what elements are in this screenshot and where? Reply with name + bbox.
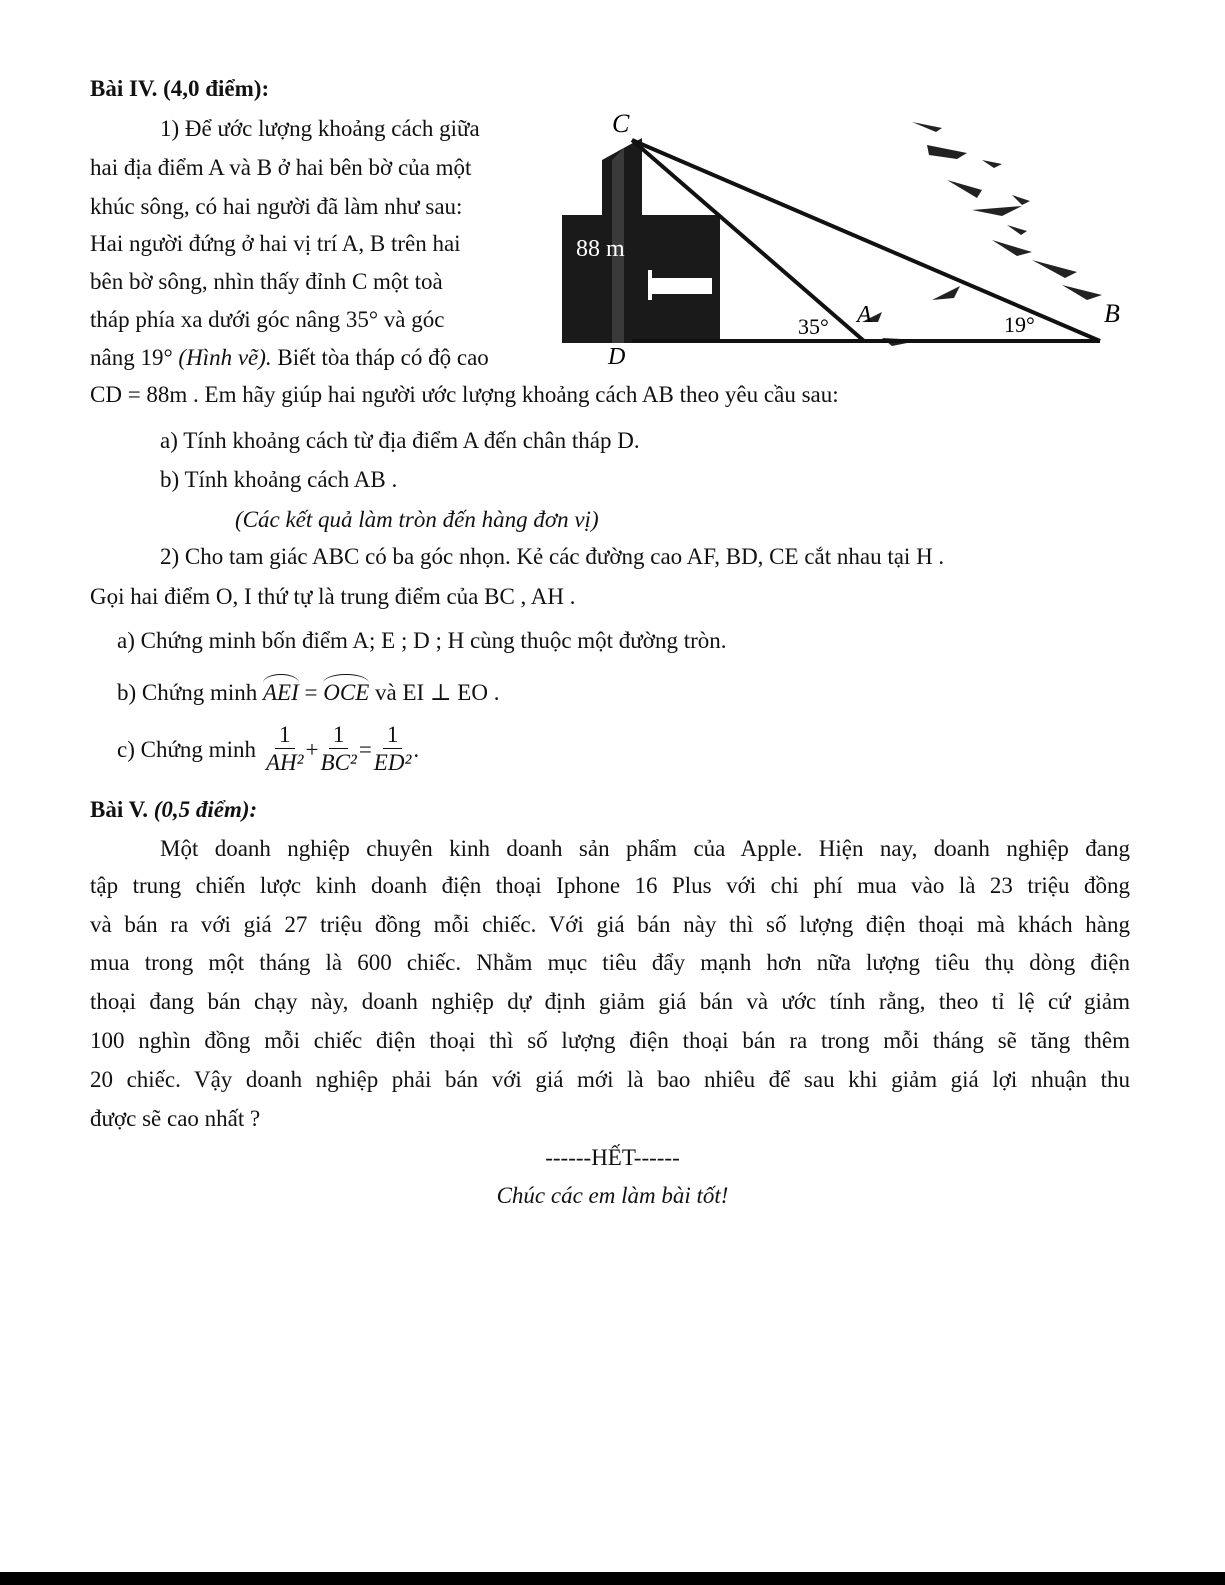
fraction-ah: $\frac{1}{\text{AH²}}$ (265, 722, 304, 775)
label-c: C (612, 109, 630, 138)
intro-line-8: CD = 88m . Em hãy giúp hai người ước lượng khoảng cách AB theo yêu cầu sau: (90, 382, 839, 407)
bai5-line-5: thoại đang bán chạy này, doanh nghiệp dự định giảm giá bán và ước tính rằng, theo tỉ lệ cứ giảm (90, 989, 1130, 1014)
intro-line-7-end: Biết tòa tháp có độ cao (271, 345, 489, 370)
rounding-note: (Các kết quả làm tròn đến hàng đơn vị) (235, 507, 599, 532)
q2-line-1: 2) Cho tam giác ABC có ba góc nhọn. Kẻ các đường cao AF, BD, CE cắt nhau tại H . (160, 544, 945, 569)
fraction-ed: $\frac{1}{\text{ED²}}$ (373, 722, 412, 775)
bai5-line-3: và bán ra với giá 27 triệu đồng mỗi chiếc. Với giá bán này thì số lượng điện thoại mà khách hàng (90, 912, 1130, 937)
bai5-line-7: 20 chiếc. Vậy doanh nghiệp phải bán với giá mới là bao nhiêu để sau khi giảm giá lợi nhuận thu (90, 1067, 1130, 1092)
q2-c-prefix: c) Chứng minh (117, 736, 256, 762)
intro-line-7 (90, 345, 489, 371)
page-bottom-border (0, 1572, 1225, 1585)
closing-wish: Chúc các em làm bài tốt! (496, 1183, 729, 1208)
period: . (413, 736, 420, 762)
angle-aei: AEI (263, 674, 299, 706)
bai5-line-8: được sẽ cao nhất ? (90, 1106, 261, 1131)
angle-oce: OCE (323, 674, 369, 706)
intro-line-4: Hai người đứng ở hai vị trí A, B trên hai (90, 231, 461, 256)
equals-sign: = (358, 736, 372, 762)
label-d: D (608, 344, 626, 370)
fraction-bc: $\frac{1}{\text{BC²}}$ (320, 722, 357, 775)
part-b: b) Tính khoảng cách AB . (160, 467, 398, 492)
plus-sign: + (305, 736, 319, 762)
section-heading-bai4: Bài IV. (4,0 điểm): (90, 76, 270, 101)
angle-a-label: 35° (798, 314, 829, 339)
bai5-line-4: mua trong một tháng là 600 chiếc. Nhằm mục tiêu đẩy mạnh hơn nữa lượng tiêu thụ dòng điện (90, 950, 1130, 975)
tower-figure (552, 100, 1152, 375)
riverbank-sketch (862, 122, 1102, 346)
bai5-line-6: 100 nghìn đồng mỗi chiếc điện thoại thì số lượng điện thoại bán ra trong mỗi tháng sẽ tăng thêm (90, 1028, 1130, 1053)
intro-line-5: bên bờ sông, nhìn thấy đỉnh C một toà (90, 269, 443, 294)
intro-line-1: 1) Để ước lượng khoảng cách giữa (160, 116, 480, 141)
bai5-line-2: tập trung chiến lược kinh doanh điện thoại Iphone 16 Plus với chi phí mua vào là 23 triệu đồng (90, 873, 1130, 898)
q2-line-2: Gọi hai điểm O, I thứ tự là trung điểm của BC , AH . (90, 584, 576, 609)
end-mark: ------HẾT------ (545, 1145, 680, 1170)
bai5-label: Bài V. (90, 797, 148, 822)
q2-part-c (117, 722, 419, 777)
q2-b-suffix: và EI ⊥ EO . (375, 680, 500, 705)
part-a: a) Tính khoảng cách từ địa điểm A đến chân tháp D. (160, 428, 640, 453)
angle-b-label: 19° (1004, 312, 1035, 337)
intro-line-3: khúc sông, có hai người đã làm như sau: (90, 194, 463, 219)
section-heading-bai5 (90, 797, 257, 823)
figure-reference: (Hình vẽ). (178, 345, 272, 370)
q2-part-a: a) Chứng minh bốn điểm A; E ; D ; H cùng thuộc một đường tròn. (117, 628, 727, 653)
label-b: B (1104, 299, 1120, 328)
bai5-line-1: Một doanh nghiệp chuyên kinh doanh sản phẩm của Apple. Hiện nay, doanh nghiệp đang (160, 836, 1130, 861)
intro-line-2: hai địa điểm A và B ở hai bên bờ của một (90, 155, 472, 180)
bai5-points: (0,5 điểm): (147, 797, 258, 822)
q2-part-b (117, 674, 499, 706)
q2-b-equals: = (304, 680, 318, 705)
label-a: A (857, 302, 872, 328)
intro-line-7-start: nâng 19° (90, 345, 179, 370)
height-label: 88 m (576, 236, 625, 262)
intro-line-6: tháp phía xa dưới góc nâng 35° và góc (90, 307, 445, 332)
q2-b-prefix: b) Chứng minh (117, 680, 258, 705)
